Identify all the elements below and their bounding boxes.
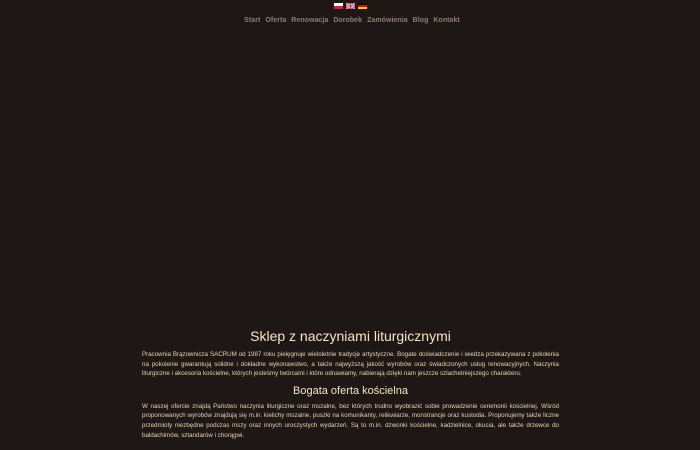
nav-item-oferta[interactable]: Oferta bbox=[265, 17, 287, 24]
section-heading: Bogata oferta kościelna bbox=[293, 384, 408, 397]
nav-item-blog[interactable]: Blog bbox=[412, 17, 429, 24]
main-content bbox=[142, 328, 559, 440]
nav-item-renowacja[interactable]: Renowacja bbox=[291, 17, 329, 24]
polish-flag-icon[interactable] bbox=[334, 3, 343, 9]
german-flag-icon[interactable] bbox=[358, 3, 367, 9]
uk-flag-icon[interactable] bbox=[346, 3, 355, 9]
nav-item-kontakt[interactable]: Kontakt bbox=[433, 17, 460, 24]
nav-item-zamowienia[interactable]: Zamówienia bbox=[367, 17, 408, 24]
main-navigation bbox=[0, 17, 700, 24]
page-title: Sklep z naczyniami liturgicznymi bbox=[250, 328, 451, 344]
hero-banner bbox=[0, 36, 700, 324]
intro-paragraph: Pracownia Brązownicza SACRUM od 1987 roku pielęgnuje wieloletnie tradycje artystyczne. Bogate doświadczenie i wiedza przekazywana z pokolenia na pokolenie gwarantują solidne i dokładne wykonawstwo, a także najwyższą jakość wyrobów oraz świadczonych usług renowacyjnych. Naczynia liturgiczne i akcesoria kościelne, których jesteśmy twórcami i które odnawiamy, nabierają dzięki nam jeszcze szlachetniejszego charakteru. bbox=[142, 351, 559, 378]
nav-item-start[interactable]: Start bbox=[244, 17, 261, 24]
offer-paragraph: W naszej ofercie znajdą Państwo naczynia liturgiczne oraz mszalne, bez których trudno wyobrazić sobie prowadzenie ceremonii kościelnej. Wśród proponowanych wyrobów znajdują się m.in. kielichy mszalne, puszki na komunikanty, relikwiarze, monstrancje oraz kustodia. Proponujemy także liczne przedmioty niezbędne podczas mszy oraz innych uroczystych wydarzeń. Są to m.in. dzwonki kościelne, kadzielnice, okucia, ale także drzewce do baldachimów, sztandarów i chorągwi. bbox=[142, 402, 559, 439]
language-switcher bbox=[0, 3, 700, 9]
nav-item-dorobek[interactable]: Dorobek bbox=[333, 17, 363, 24]
